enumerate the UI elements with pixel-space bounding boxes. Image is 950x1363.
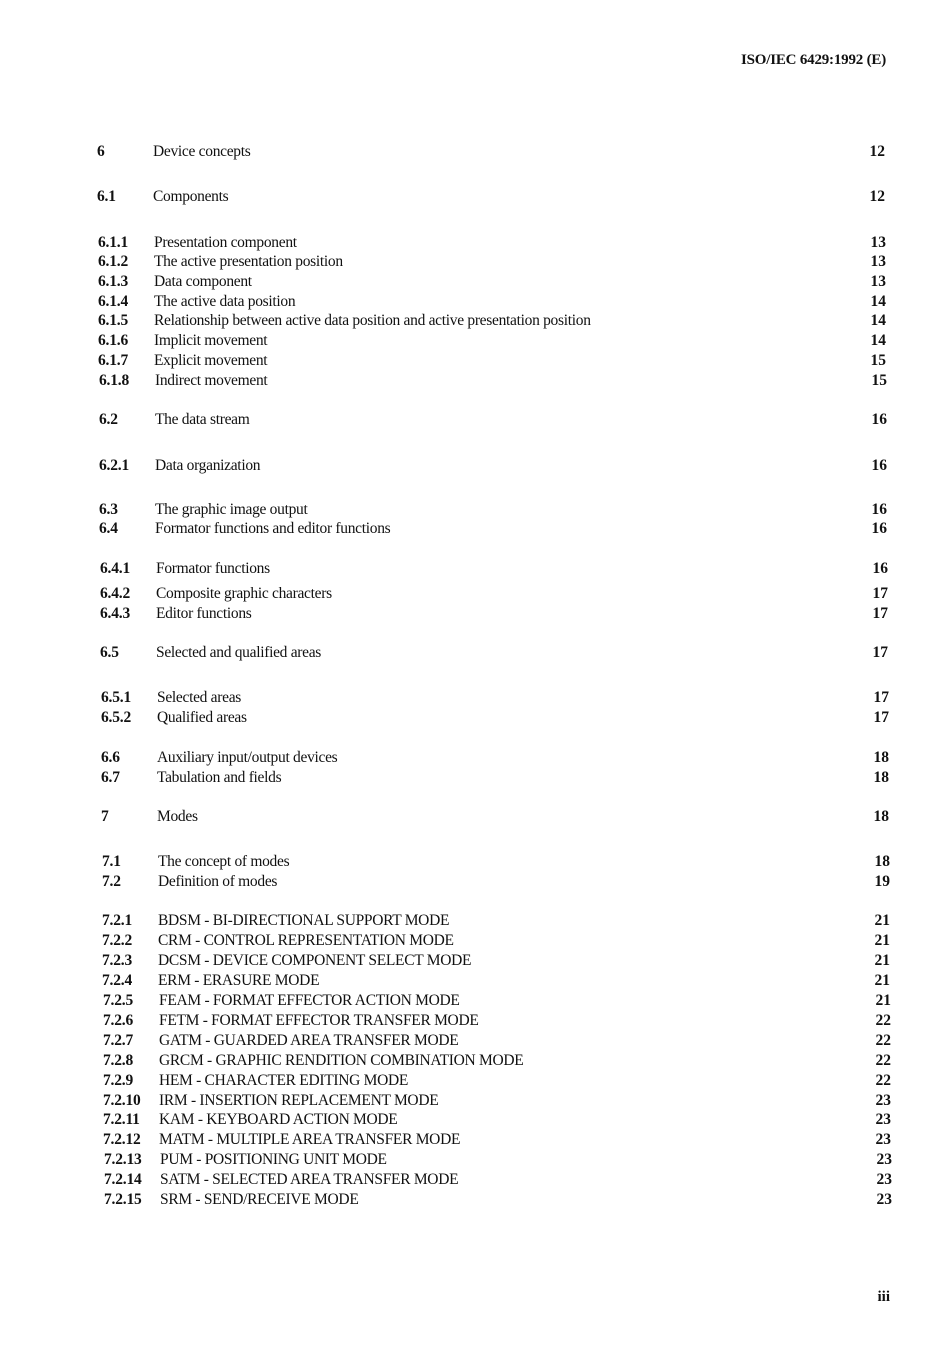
toc-entry[interactable]	[0, 1071, 950, 1091]
toc-entry-title: KAM - KEYBOARD ACTION MODE	[159, 1111, 398, 1128]
toc-entry[interactable]	[0, 311, 950, 331]
toc-entry-title: Relationship between active data position and active presentation position	[154, 312, 591, 329]
toc-entry-page: 18	[873, 749, 889, 766]
toc-entry-number: 6.1.8	[99, 372, 130, 389]
toc-entry-title: PUM - POSITIONING UNIT MODE	[160, 1151, 387, 1168]
toc-entry-page: 21	[874, 972, 890, 989]
toc-entry[interactable]	[0, 852, 950, 872]
toc-entry-number: 6.4.3	[100, 605, 131, 622]
toc-entry-title: Device concepts	[153, 143, 251, 160]
toc-entry[interactable]	[0, 292, 950, 312]
toc-entry-page: 12	[869, 143, 885, 160]
toc-entry-page: 18	[873, 808, 889, 825]
toc-entry[interactable]	[0, 1150, 950, 1170]
toc-entry-number: 6.4	[99, 520, 118, 537]
toc-entry-page: 16	[871, 457, 887, 474]
toc-entry-page: 13	[870, 253, 886, 270]
toc-entry-title: HEM - CHARACTER EDITING MODE	[159, 1072, 409, 1089]
toc-entry-page: 21	[874, 952, 890, 969]
toc-entry-title: Composite graphic characters	[156, 585, 332, 602]
toc-entry-page: 14	[870, 312, 886, 329]
toc-entry-title: The active presentation position	[154, 253, 343, 270]
toc-entry-number: 7.2.13	[104, 1151, 142, 1168]
toc-entry-page: 23	[876, 1171, 892, 1188]
toc-entry-page: 17	[873, 709, 889, 726]
toc-entry-page: 18	[873, 769, 889, 786]
toc-entry[interactable]	[0, 872, 950, 892]
toc-entry-title: The active data position	[154, 293, 296, 310]
toc-entry-number: 6.5.1	[101, 689, 132, 706]
toc-entry-number: 7.2.3	[102, 952, 133, 969]
toc-entry-page: 22	[875, 1052, 891, 1069]
toc-entry[interactable]	[0, 807, 950, 827]
toc-entry-number: 6.2	[99, 411, 118, 428]
toc-entry-title: MATM - MULTIPLE AREA TRANSFER MODE	[159, 1131, 461, 1148]
toc-entry-page: 14	[870, 332, 886, 349]
toc-entry-title: Editor functions	[156, 605, 252, 622]
toc-entry-title: Presentation component	[154, 234, 297, 251]
toc-entry[interactable]	[0, 1170, 950, 1190]
toc-entry-title: Implicit movement	[154, 332, 268, 349]
toc-entry-number: 7.2.9	[103, 1072, 134, 1089]
toc-entry-title: FEAM - FORMAT EFFECTOR ACTION MODE	[159, 992, 460, 1009]
toc-entry[interactable]	[0, 142, 950, 162]
toc-entry-number: 6.4.1	[100, 560, 131, 577]
toc-entry[interactable]	[0, 911, 950, 931]
toc-entry-title: Data component	[154, 273, 252, 290]
toc-entry-page: 12	[869, 188, 885, 205]
toc-entry-page: 22	[875, 1032, 891, 1049]
toc-entry-number: 6.5	[100, 644, 119, 661]
toc-entry-title: Selected and qualified areas	[156, 644, 322, 661]
toc-entry-page: 13	[870, 234, 886, 251]
toc-entry-page: 17	[872, 605, 888, 622]
toc-entry[interactable]	[0, 643, 950, 663]
toc-entry-number: 7.2.8	[103, 1052, 134, 1069]
toc-entry[interactable]	[0, 768, 950, 788]
toc-entry[interactable]	[0, 500, 950, 520]
toc-entry-number: 7.2.4	[102, 972, 133, 989]
toc-entry[interactable]	[0, 951, 950, 971]
toc-entry-page: 15	[870, 352, 886, 369]
toc-entry[interactable]	[0, 1091, 950, 1111]
toc-entry[interactable]	[0, 1011, 950, 1031]
toc-entry-number: 6.7	[101, 769, 120, 786]
toc-entry-title: The concept of modes	[158, 853, 290, 870]
toc-entry-number: 7.2.15	[104, 1191, 142, 1208]
toc-entry[interactable]	[0, 187, 950, 207]
toc-entry-title: Data organization	[155, 457, 261, 474]
toc-entry-page: 16	[871, 520, 887, 537]
toc-entry-page: 23	[876, 1151, 892, 1168]
toc-entry-number: 6.1.6	[98, 332, 129, 349]
toc-entry-title: Qualified areas	[157, 709, 247, 726]
toc-entry-number: 6.1.3	[98, 273, 129, 290]
toc-entry-number: 7.2.12	[103, 1131, 141, 1148]
toc-entry-title: SATM - SELECTED AREA TRANSFER MODE	[160, 1171, 459, 1188]
toc-entry[interactable]	[0, 1031, 950, 1051]
toc-entry-page: 21	[874, 932, 890, 949]
toc-entry-number: 6.3	[99, 501, 118, 518]
toc-entry[interactable]	[0, 351, 950, 371]
toc-entry-page: 16	[872, 560, 888, 577]
toc-entry[interactable]	[0, 1051, 950, 1071]
toc-entry-number: 6.1.1	[98, 234, 129, 251]
toc-entry-page: 16	[871, 411, 887, 428]
toc-entry[interactable]	[0, 519, 950, 539]
toc-entry-title: DCSM - DEVICE COMPONENT SELECT MODE	[158, 952, 472, 969]
toc-entry[interactable]	[0, 688, 950, 708]
toc-entry-number: 7.2.11	[103, 1111, 140, 1128]
toc-entry-number: 6.1.5	[98, 312, 129, 329]
toc-entry-page: 23	[875, 1092, 891, 1109]
toc-entry-number: 6.6	[101, 749, 120, 766]
toc-entry-number: 7.2.6	[103, 1012, 134, 1029]
toc-entry[interactable]	[0, 410, 950, 430]
toc-entry[interactable]	[0, 252, 950, 272]
toc-entry[interactable]	[0, 371, 950, 391]
toc-entry-page: 15	[871, 372, 887, 389]
toc-entry-title: GATM - GUARDED AREA TRANSFER MODE	[159, 1032, 459, 1049]
toc-entry-page: 22	[875, 1012, 891, 1029]
toc-entry-title: Tabulation and fields	[157, 769, 282, 786]
toc-entry-page: 22	[875, 1072, 891, 1089]
toc-entry[interactable]	[0, 931, 950, 951]
toc-entry-title: CRM - CONTROL REPRESENTATION MODE	[158, 932, 454, 949]
toc-entry-page: 17	[872, 585, 888, 602]
toc-entry-title: IRM - INSERTION REPLACEMENT MODE	[159, 1092, 439, 1109]
toc-entry-number: 7.1	[102, 853, 121, 870]
toc-entry-title: Indirect movement	[155, 372, 268, 389]
toc-entry[interactable]	[0, 584, 950, 604]
toc-entry-number: 7.2.10	[103, 1092, 141, 1109]
toc-entry[interactable]	[0, 331, 950, 351]
toc-entry[interactable]	[0, 272, 950, 292]
toc-entry-page: 21	[875, 992, 891, 1009]
toc-entry-title: BDSM - BI-DIRECTIONAL SUPPORT MODE	[158, 912, 450, 929]
toc-entry-title: GRCM - GRAPHIC RENDITION COMBINATION MODE	[159, 1052, 524, 1069]
toc-entry-number: 6.1	[97, 188, 116, 205]
toc-entry[interactable]	[0, 971, 950, 991]
toc-entry[interactable]	[0, 991, 950, 1011]
toc-entry-page: 17	[873, 689, 889, 706]
toc-entry-number: 6.1.4	[98, 293, 129, 310]
toc-entry-number: 6.2.1	[99, 457, 130, 474]
toc-entry-title: Modes	[157, 808, 198, 825]
toc-entry-number: 7.2.2	[102, 932, 133, 949]
toc-entry-page: 19	[874, 873, 890, 890]
toc-entry[interactable]	[0, 1130, 950, 1150]
toc-entry-number: 6.4.2	[100, 585, 131, 602]
toc-entry-number: 6.1.2	[98, 253, 129, 270]
toc-entry-number: 6.1.7	[98, 352, 129, 369]
toc-entry-page: 13	[870, 273, 886, 290]
toc-entry-number: 7	[101, 808, 109, 825]
toc-entry-number: 6.5.2	[101, 709, 132, 726]
toc-entry-title: Selected areas	[157, 689, 242, 706]
toc-entry-title: Definition of modes	[158, 873, 278, 890]
toc-entry[interactable]	[0, 748, 950, 768]
toc-entry-title: Formator functions and editor functions	[155, 520, 391, 537]
toc-entry-title: Auxiliary input/output devices	[157, 749, 338, 766]
toc-entry-page: 23	[875, 1131, 891, 1148]
document-header: ISO/IEC 6429:1992 (E)	[741, 52, 886, 68]
toc-entry[interactable]	[0, 559, 950, 579]
toc-entry[interactable]	[0, 1190, 950, 1210]
toc-entry-title: FETM - FORMAT EFFECTOR TRANSFER MODE	[159, 1012, 479, 1029]
toc-entry-title: The graphic image output	[155, 501, 308, 518]
toc-entry-page: 21	[874, 912, 890, 929]
toc-entry[interactable]	[0, 233, 950, 253]
toc-entry-page: 14	[870, 293, 886, 310]
toc-entry[interactable]	[0, 456, 950, 476]
toc-entry-page: 23	[875, 1111, 891, 1128]
toc-entry-page: 17	[872, 644, 888, 661]
toc-entry[interactable]	[0, 708, 950, 728]
toc-entry-title: Explicit movement	[154, 352, 268, 369]
toc-entry-page: 23	[876, 1191, 892, 1208]
toc-entry-number: 7.2.7	[103, 1032, 134, 1049]
toc-entry-title: The data stream	[155, 411, 250, 428]
toc-entry-number: 7.2.14	[104, 1171, 142, 1188]
toc-entry-number: 7.2	[102, 873, 121, 890]
toc-entry-title: ERM - ERASURE MODE	[158, 972, 320, 989]
toc-entry-number: 7.2.5	[103, 992, 134, 1009]
toc-entry-title: Components	[153, 188, 229, 205]
page-number: iii	[877, 1289, 890, 1305]
toc-entry-number: 6	[97, 143, 105, 160]
toc-entry[interactable]	[0, 1110, 950, 1130]
toc-entry-page: 18	[874, 853, 890, 870]
toc-entry[interactable]	[0, 604, 950, 624]
toc-entry-number: 7.2.1	[102, 912, 133, 929]
toc-entry-title: Formator functions	[156, 560, 270, 577]
toc-entry-title: SRM - SEND/RECEIVE MODE	[160, 1191, 359, 1208]
toc-entry-page: 16	[871, 501, 887, 518]
